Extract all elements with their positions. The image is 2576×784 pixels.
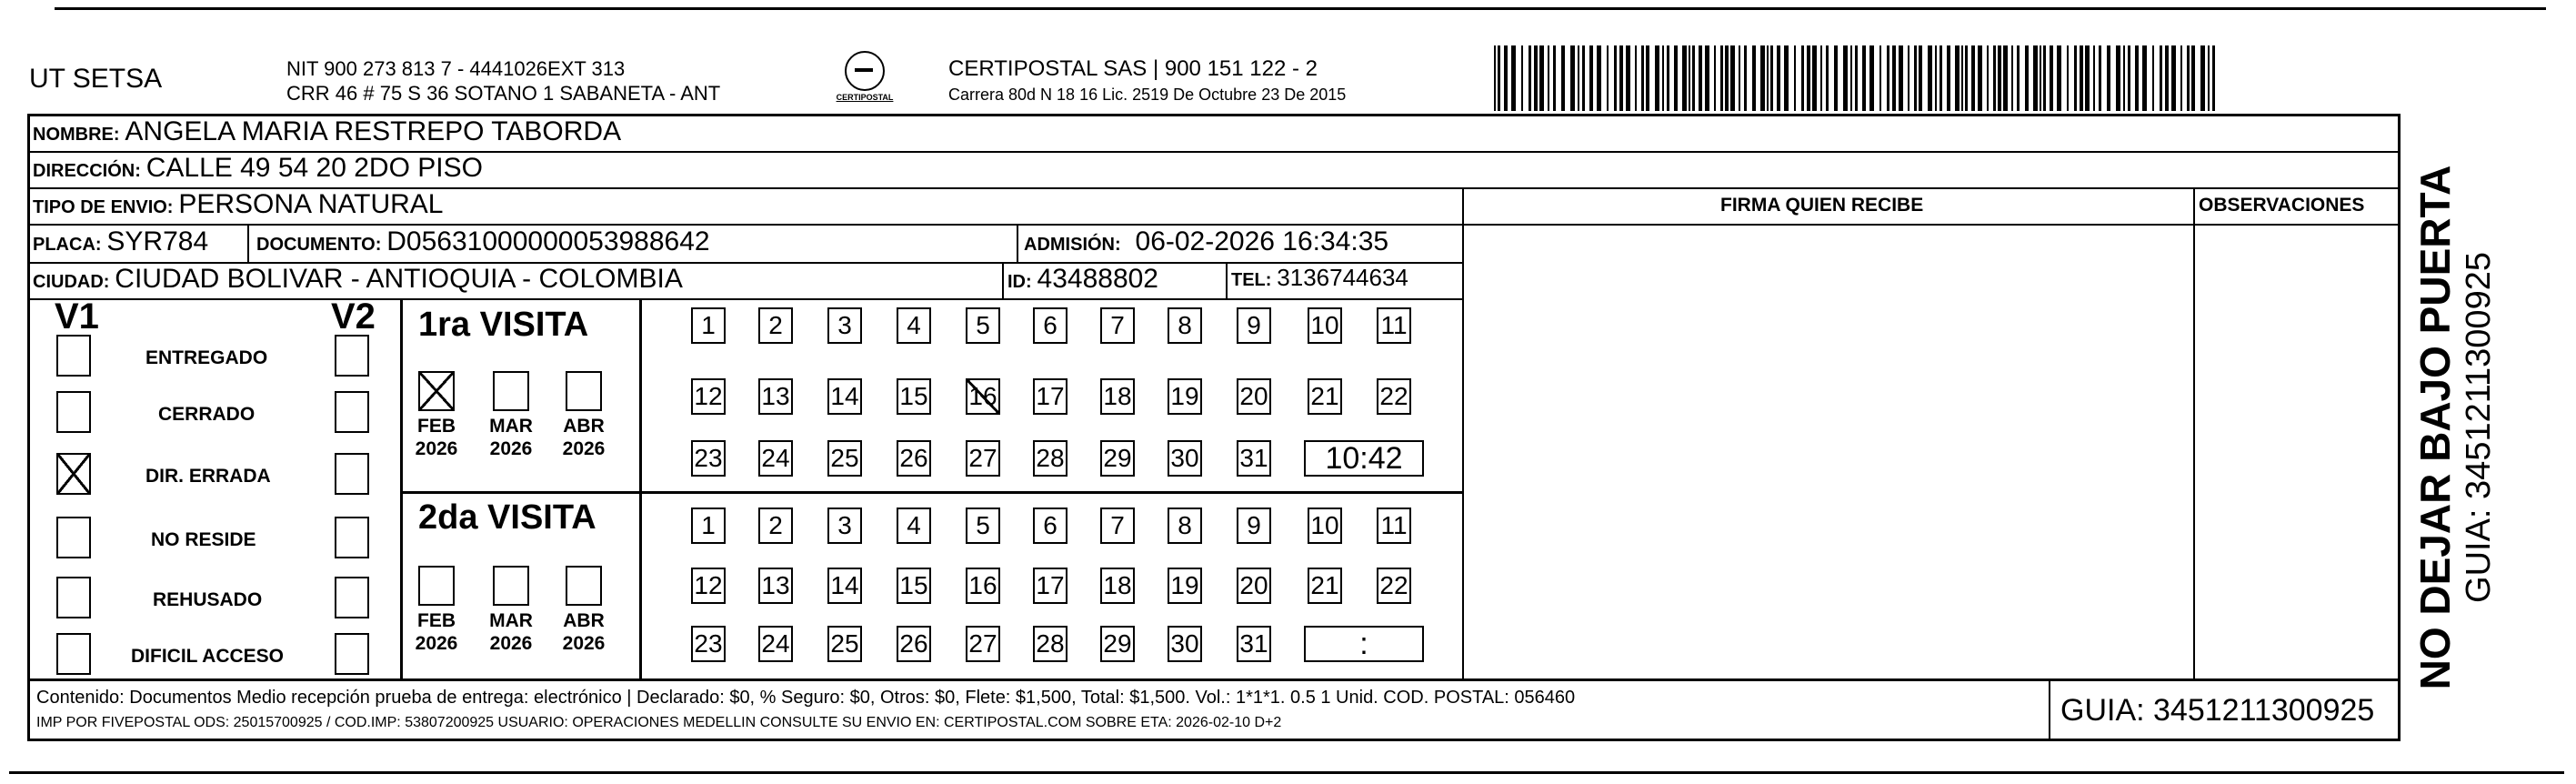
month-label	[411, 415, 462, 460]
day-box[interactable]: 14	[827, 568, 862, 604]
month-checkbox[interactable]	[493, 371, 529, 411]
barcode-bar	[1855, 45, 1858, 111]
barcode-bar	[2074, 45, 2077, 111]
barcode-bar	[1714, 45, 1716, 111]
rule	[1017, 224, 1018, 262]
barcode-bar	[2080, 45, 2083, 111]
barcode-bar	[2085, 45, 2090, 111]
barcode-bar	[1987, 45, 1989, 111]
v2-checkbox[interactable]	[335, 517, 369, 558]
barcode-bar	[1720, 45, 1723, 111]
barcode-bar	[1777, 45, 1780, 111]
status-label: NO RESIDE	[151, 529, 256, 550]
barcode-bar	[1626, 45, 1630, 111]
footer-imp: IMP POR FIVEPOSTAL ODS: 25015700925 / COD.IMP: 53807200925 USUARIO: OPERACIONES MEDELLIN CONSULTE SU ENVIO EN: CERTIPOSTAL.COM SOBRE ETA: 2026-02-10 D+2	[36, 715, 1282, 730]
v2-checkbox[interactable]	[335, 453, 369, 495]
day-box[interactable]: 6	[1033, 307, 1067, 344]
day-box[interactable]: 10	[1308, 508, 1342, 544]
barcode-bar	[1619, 45, 1623, 111]
barcode-bar	[1667, 45, 1669, 111]
month-label	[411, 609, 462, 655]
day-box[interactable]: 16	[966, 568, 1000, 604]
month-year: 2026	[415, 633, 458, 654]
month-label	[486, 609, 536, 655]
nombre-value: ANGELA MARIA RESTREPO TABORDA	[125, 116, 622, 146]
day-box[interactable]: 27	[966, 440, 1000, 477]
barcode-bar	[1692, 45, 1695, 111]
day-box[interactable]: 13	[758, 378, 793, 415]
barcode-bar	[2191, 45, 2195, 111]
documento-label: DOCUMENTO:	[256, 235, 382, 255]
day-box[interactable]: 10	[1308, 307, 1342, 344]
barcode-bar	[2142, 45, 2147, 111]
side-warning: NO DEJAR BAJO PUERTA	[2411, 165, 2459, 690]
barcode-bar	[2040, 45, 2041, 111]
barcode-bar	[1597, 45, 1601, 111]
direccion-label: DIRECCIÓN:	[33, 161, 141, 181]
v1-checkbox[interactable]	[56, 335, 91, 377]
day-box[interactable]: 6	[1033, 508, 1067, 544]
barcode-bar	[1498, 45, 1500, 111]
tel-value: 3136744634	[1277, 264, 1408, 291]
day-box[interactable]: 19	[1168, 378, 1202, 415]
barcode-bar	[2043, 45, 2046, 111]
footer-contenido: Contenido: Documentos Medio recepción prueba de entrega: electrónico | Declarado: $0, % Seguro: $0, Otros: $0, Flete: $1,500, Total: $1,500. Vol.: 1*1*1. 0.5 1 Unid. COD. POSTAL: 056460	[36, 688, 1576, 708]
admision-row	[1024, 226, 1388, 257]
time-box[interactable]: :	[1304, 626, 1424, 662]
barcode-bar	[2067, 45, 2069, 111]
month-name: FEB	[417, 416, 456, 437]
day-box[interactable]: 16	[966, 378, 1000, 415]
day-box[interactable]: 7	[1100, 508, 1135, 544]
barcode-bar	[2033, 45, 2038, 111]
rule	[1002, 262, 1004, 298]
day-box[interactable]: 13	[758, 568, 793, 604]
barcode-bar	[1908, 45, 1909, 111]
direccion-row	[33, 153, 483, 184]
barcode-bar	[1892, 45, 1896, 111]
barcode-bar	[1744, 45, 1747, 111]
time-box[interactable]: 10:42	[1304, 440, 1424, 477]
barcode-bar	[1494, 45, 1496, 111]
barcode-bar	[2099, 45, 2101, 111]
month-checkbox[interactable]	[418, 371, 455, 411]
barcode-bar	[1812, 45, 1817, 111]
day-box[interactable]: 15	[897, 568, 931, 604]
day-box[interactable]: 24	[758, 626, 793, 662]
day-box[interactable]: 26	[897, 440, 931, 477]
day-box[interactable]: 27	[966, 626, 1000, 662]
day-box[interactable]: 31	[1237, 440, 1271, 477]
day-box[interactable]: 7	[1100, 307, 1135, 344]
barcode-bar	[1570, 45, 1575, 111]
day-box[interactable]: 20	[1237, 568, 1271, 604]
day-box[interactable]: 22	[1377, 568, 1411, 604]
barcode-bar	[1965, 45, 1968, 111]
day-box[interactable]: 12	[691, 568, 726, 604]
logo-icon	[845, 51, 885, 91]
month-year: 2026	[415, 438, 458, 459]
day-box[interactable]: 3	[827, 307, 862, 344]
barcode-bar	[1511, 45, 1516, 111]
barcode-bar	[1534, 45, 1538, 111]
barcode-bar	[1662, 45, 1664, 111]
v1-checkbox[interactable]	[56, 633, 91, 675]
placa-label: PLACA:	[33, 235, 102, 255]
month-name: ABR	[563, 610, 605, 631]
barcode-bar	[2123, 45, 2125, 111]
barcode-bar	[2165, 45, 2169, 111]
barcode-bar	[2107, 45, 2110, 111]
barcode-bar	[1794, 45, 1796, 111]
visit2-title: 2da VISITA	[418, 498, 596, 537]
barcode-bar	[1801, 45, 1804, 111]
v2-label: V2	[331, 297, 376, 337]
footer-guia: GUIA: 3451211300925	[2060, 693, 2375, 728]
certipostal-line-2: Carrera 80d N 18 16 Lic. 2519 De Octubre 23 De 2015	[948, 85, 1347, 104]
side-text	[2411, 166, 2499, 690]
month-name: ABR	[563, 416, 605, 437]
day-box[interactable]: 17	[1033, 378, 1067, 415]
barcode-bar	[1887, 45, 1889, 111]
day-box[interactable]: 19	[1168, 568, 1202, 604]
day-box[interactable]: 23	[691, 440, 726, 477]
barcode-bar	[1674, 45, 1678, 111]
ciudad-row	[33, 264, 683, 295]
admision-value: 06-02-2026 16:34:35	[1135, 226, 1389, 256]
certipostal-line-1: CERTIPOSTAL SAS | 900 151 122 - 2	[948, 56, 1318, 81]
barcode-bar	[1820, 45, 1822, 111]
v2-checkbox[interactable]	[335, 633, 369, 675]
barcode-bar	[2003, 45, 2008, 111]
barcode-bar	[1869, 45, 1874, 111]
v1-checkbox[interactable]	[56, 517, 91, 558]
day-box[interactable]: 5	[966, 307, 1000, 344]
placa-row	[33, 226, 208, 257]
month-label	[486, 415, 536, 460]
day-box[interactable]: 24	[758, 440, 793, 477]
barcode-bar	[2050, 45, 2053, 111]
day-box[interactable]: 15	[897, 378, 931, 415]
barcode-bar	[2011, 45, 2013, 111]
barcode-bar	[1770, 45, 1773, 111]
month-year: 2026	[489, 438, 533, 459]
day-box[interactable]: 8	[1168, 307, 1202, 344]
status-label: DIR. ERRADA	[145, 466, 271, 487]
day-box[interactable]: 26	[897, 626, 931, 662]
rule	[27, 678, 2401, 681]
barcode-bar	[1760, 45, 1765, 111]
barcode-bar	[1993, 45, 1996, 111]
v1-checkbox[interactable]	[56, 453, 91, 495]
barcode-bar	[1641, 45, 1644, 111]
barcode-bar	[2128, 45, 2130, 111]
month-year: 2026	[562, 438, 606, 459]
barcode-bar	[1862, 45, 1866, 111]
day-box[interactable]: 8	[1168, 508, 1202, 544]
day-box[interactable]: 3	[827, 508, 862, 544]
day-box[interactable]: 9	[1237, 508, 1271, 544]
v1-label: V1	[55, 297, 99, 337]
barcode-bar	[1928, 45, 1932, 111]
barcode-bar	[1730, 45, 1735, 111]
day-box[interactable]: 12	[691, 378, 726, 415]
admision-label: ADMISIÓN:	[1024, 235, 1121, 255]
documento-value: D05631000000053988642	[386, 226, 710, 256]
day-box[interactable]: 20	[1237, 378, 1271, 415]
barcode-bar	[1947, 45, 1950, 111]
rule	[247, 224, 249, 262]
company-name: UT SETSA	[29, 64, 163, 94]
barcode-bar	[2135, 45, 2139, 111]
status-label: DIFICIL ACCESO	[131, 646, 285, 667]
day-box[interactable]: 1	[691, 307, 726, 344]
barcode-bar	[1940, 45, 1942, 111]
visit1-title: 1ra VISITA	[418, 306, 589, 344]
observaciones-label: OBSERVACIONES	[2199, 195, 2365, 216]
barcode-bar	[2180, 45, 2182, 111]
day-box[interactable]: 22	[1377, 378, 1411, 415]
barcode-bar	[1578, 45, 1579, 111]
barcode-bar	[1961, 45, 1963, 111]
barcode-bar	[1935, 45, 1937, 111]
barcode-bar	[1955, 45, 1960, 111]
barcode-bar	[1752, 45, 1756, 111]
day-box[interactable]: 23	[691, 626, 726, 662]
status-label: CERRADO	[158, 404, 256, 425]
rule	[400, 298, 403, 678]
barcode-bar	[2212, 45, 2215, 111]
barcode-bar	[1539, 45, 1544, 111]
day-box[interactable]: 28	[1033, 440, 1067, 477]
v1-checkbox[interactable]	[56, 577, 91, 618]
rule	[1462, 224, 2401, 226]
barcode-bar	[1784, 45, 1789, 111]
barcode-bar	[2057, 45, 2061, 111]
certipostal-logo	[832, 51, 897, 102]
barcode-bar	[1504, 45, 1508, 111]
day-box[interactable]: 4	[897, 307, 931, 344]
barcode-bar	[2160, 45, 2162, 111]
day-box[interactable]: 21	[1308, 568, 1342, 604]
rule	[2049, 678, 2050, 740]
barcode-bar	[1553, 45, 1556, 111]
barcode-bar	[1919, 45, 1922, 111]
barcode-bar	[1914, 45, 1917, 111]
day-box[interactable]: 2	[758, 307, 793, 344]
nit-line-1: NIT 900 273 813 7 - 4441026EXT 313	[286, 57, 626, 80]
direccion-value: CALLE 49 54 20 2DO PISO	[145, 153, 483, 183]
tel-label: TEL:	[1231, 270, 1272, 290]
v2-checkbox[interactable]	[335, 577, 369, 618]
month-label	[558, 415, 609, 460]
ciudad-value: CIUDAD BOLIVAR - ANTIOQUIA - COLOMBIA	[115, 264, 683, 294]
rule	[27, 224, 1462, 226]
barcode-bar	[1843, 45, 1848, 111]
barcode-bar	[1589, 45, 1593, 111]
tipo-label: TIPO DE ENVIO:	[33, 197, 174, 217]
barcode-bar	[1682, 45, 1687, 111]
barcode-bar	[2025, 45, 2029, 111]
barcode-bar	[1646, 45, 1649, 111]
v2-checkbox[interactable]	[335, 335, 369, 377]
id-value: 43488802	[1037, 264, 1158, 294]
status-label: REHUSADO	[153, 589, 263, 610]
barcode-bar	[1899, 45, 1903, 111]
v1-checkbox[interactable]	[56, 391, 91, 433]
day-box[interactable]: 28	[1033, 626, 1067, 662]
day-box[interactable]: 29	[1100, 440, 1135, 477]
placa-value: SYR784	[106, 226, 209, 256]
barcode-bar	[2093, 45, 2095, 111]
barcode-bar	[1705, 45, 1709, 111]
day-box[interactable]: 4	[897, 508, 931, 544]
barcode-bar	[1879, 45, 1881, 111]
rule	[400, 491, 1462, 494]
day-box[interactable]: 9	[1237, 307, 1271, 344]
barcode-bar	[1699, 45, 1702, 111]
tel-row	[1231, 264, 1408, 292]
barcode-bar	[1561, 45, 1565, 111]
barcode-bar	[1807, 45, 1810, 111]
barcode-bar	[1767, 45, 1769, 111]
barcode-bar	[1725, 45, 1729, 111]
month-name: MAR	[489, 610, 533, 631]
day-box[interactable]: 30	[1168, 626, 1202, 662]
month-year: 2026	[489, 633, 533, 654]
top-rule	[55, 7, 2546, 10]
rule	[639, 298, 642, 678]
rule	[1226, 262, 1228, 298]
barcode-bar	[1635, 45, 1637, 111]
tipo-row	[33, 189, 444, 220]
barcode-bar	[2208, 45, 2210, 111]
barcode-bar	[2152, 45, 2154, 111]
nombre-row	[33, 116, 621, 147]
ciudad-label: CIUDAD:	[33, 272, 110, 292]
v2-checkbox[interactable]	[335, 391, 369, 433]
barcode	[1494, 45, 2221, 111]
barcode-bar	[1582, 45, 1585, 111]
day-box[interactable]: 21	[1308, 378, 1342, 415]
barcode-bar	[1655, 45, 1659, 111]
day-box[interactable]: 18	[1100, 568, 1135, 604]
barcode-bar	[1521, 45, 1523, 111]
barcode-bar	[1689, 45, 1690, 111]
firma-label: FIRMA QUIEN RECIBE	[1720, 195, 1924, 216]
month-checkbox[interactable]	[566, 371, 602, 411]
barcode-bar	[1529, 45, 1531, 111]
day-box[interactable]: 14	[827, 378, 862, 415]
barcode-bar	[2171, 45, 2176, 111]
barcode-bar	[1607, 45, 1609, 111]
documento-row	[256, 226, 710, 257]
rule	[2193, 187, 2195, 678]
day-box[interactable]: 29	[1100, 626, 1135, 662]
barcode-bar	[1834, 45, 1838, 111]
month-year: 2026	[562, 633, 606, 654]
company-nit	[286, 56, 720, 106]
logo-text: CERTIPOSTAL	[836, 93, 894, 102]
month-name: FEB	[417, 610, 456, 631]
rule	[1462, 187, 1464, 678]
barcode-bar	[1614, 45, 1617, 111]
id-row	[1007, 264, 1158, 295]
status-label: ENTREGADO	[145, 347, 268, 368]
barcode-bar	[1826, 45, 1829, 111]
barcode-bar	[2187, 45, 2190, 111]
barcode-bar	[1739, 45, 1740, 111]
barcode-bar	[2116, 45, 2120, 111]
day-box[interactable]: 25	[827, 626, 862, 662]
barcode-bar	[2200, 45, 2205, 111]
barcode-bar	[1998, 45, 2001, 111]
month-checkbox[interactable]	[493, 566, 529, 606]
id-label: ID:	[1007, 272, 1032, 292]
month-name: MAR	[489, 416, 533, 437]
day-box[interactable]: 30	[1168, 440, 1202, 477]
day-box[interactable]: 1	[691, 508, 726, 544]
day-box[interactable]: 11	[1377, 307, 1411, 344]
day-box[interactable]: 18	[1100, 378, 1135, 415]
day-box[interactable]: 5	[966, 508, 1000, 544]
day-box[interactable]: 2	[758, 508, 793, 544]
barcode-bar	[1978, 45, 1982, 111]
month-label	[558, 609, 609, 655]
nit-line-2: CRR 46 # 75 S 36 SOTANO 1 SABANETA - ANT	[286, 82, 721, 105]
tipo-value: PERSONA NATURAL	[178, 189, 444, 219]
day-box[interactable]: 31	[1237, 626, 1271, 662]
day-box[interactable]: 25	[827, 440, 862, 477]
barcode-bar	[1850, 45, 1852, 111]
barcode-bar	[1971, 45, 1975, 111]
side-guia: GUIA: 3451211300925	[2460, 252, 2498, 603]
barcode-bar	[2017, 45, 2020, 111]
bottom-rule	[9, 771, 2564, 774]
rule	[27, 298, 1462, 300]
nombre-label: NOMBRE:	[33, 125, 120, 145]
month-checkbox[interactable]	[566, 566, 602, 606]
barcode-bar	[1548, 45, 1549, 111]
day-box[interactable]: 11	[1377, 508, 1411, 544]
day-box[interactable]: 17	[1033, 568, 1067, 604]
month-checkbox[interactable]	[418, 566, 455, 606]
